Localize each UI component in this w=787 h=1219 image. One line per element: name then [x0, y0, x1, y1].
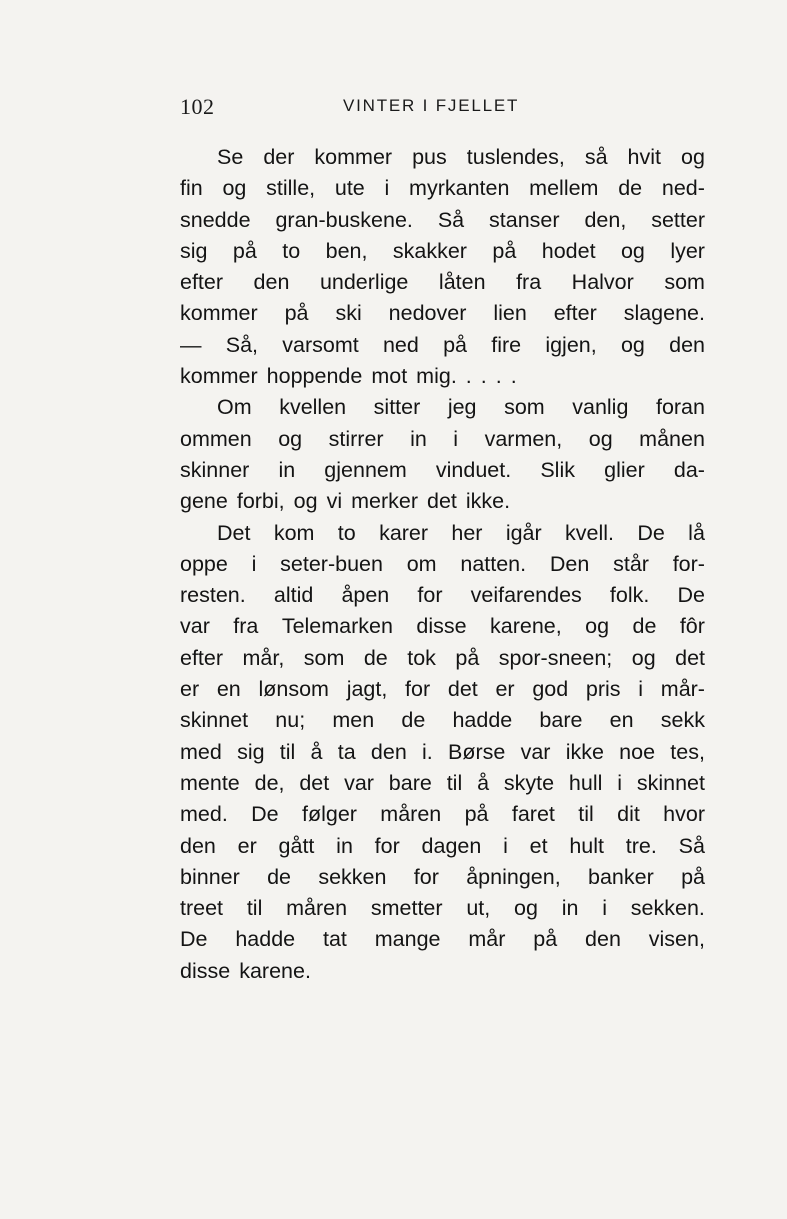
text-line: gene forbi, og vi merker det ikke.: [180, 489, 511, 514]
running-title: VINTER I FJELLET: [343, 96, 520, 115]
text-line: fin og stille, ute i myrkanten mellem de ned-: [180, 176, 705, 201]
text-line: var fra Telemarken disse karene, og de fôr: [180, 614, 705, 639]
body-text: [180, 142, 705, 987]
text-line: ommen og stirrer in i varmen, og månen: [180, 426, 705, 451]
text-line: skinner in gjennem vinduet. Slik glier da-: [180, 457, 705, 482]
text-line: efter den underlige låten fra Halvor som: [180, 270, 705, 295]
text-line: binner de sekken for åpningen, banker på: [180, 864, 705, 889]
text-line: er en lønsom jagt, for det er god pris i mår-: [180, 677, 705, 702]
text-line: Se der kommer pus tuslendes, så hvit og: [217, 145, 705, 169]
page-number: 102: [180, 94, 215, 119]
text-line: Det kom to karer her igår kvell. De lå: [217, 520, 705, 545]
text-line: skinnet nu; men de hadde bare en sekk: [180, 708, 705, 733]
text-line: Om kvellen sitter jeg som vanlig foran: [217, 395, 705, 420]
text-line: oppe i seter-buen om natten. Den står for-: [180, 551, 705, 576]
text-line: snedde gran-buskene. Så stanser den, setter: [180, 207, 705, 232]
running-head: [180, 94, 705, 122]
text-line: sig på to ben, skakker på hodet og lyer: [180, 238, 705, 263]
text-line: med sig til å ta den i. Børse var ikke noe tes,: [180, 739, 705, 764]
text-line: med. De følger måren på faret til dit hvor: [180, 802, 705, 827]
text-line: efter mår, som de tok på spor-sneen; og det: [180, 645, 705, 670]
text-line: resten. altid åpen for veifarendes folk. De: [180, 583, 705, 608]
text-line: De hadde tat mange mår på den visen,: [180, 927, 705, 952]
text-line: mente de, det var bare til å skyte hull i skinnet: [180, 770, 705, 795]
text-line: kommer hoppende mot mig. . . . .: [180, 364, 517, 389]
text-line: disse karene.: [180, 958, 311, 983]
text-line: — Så, varsomt ned på fire igjen, og den: [180, 332, 705, 357]
text-line: treet til måren smetter ut, og in i sekken.: [180, 896, 705, 921]
text-line: den er gått in for dagen i et hult tre. Så: [180, 833, 705, 858]
text-line: kommer på ski nedover lien efter slagene.: [180, 301, 705, 326]
